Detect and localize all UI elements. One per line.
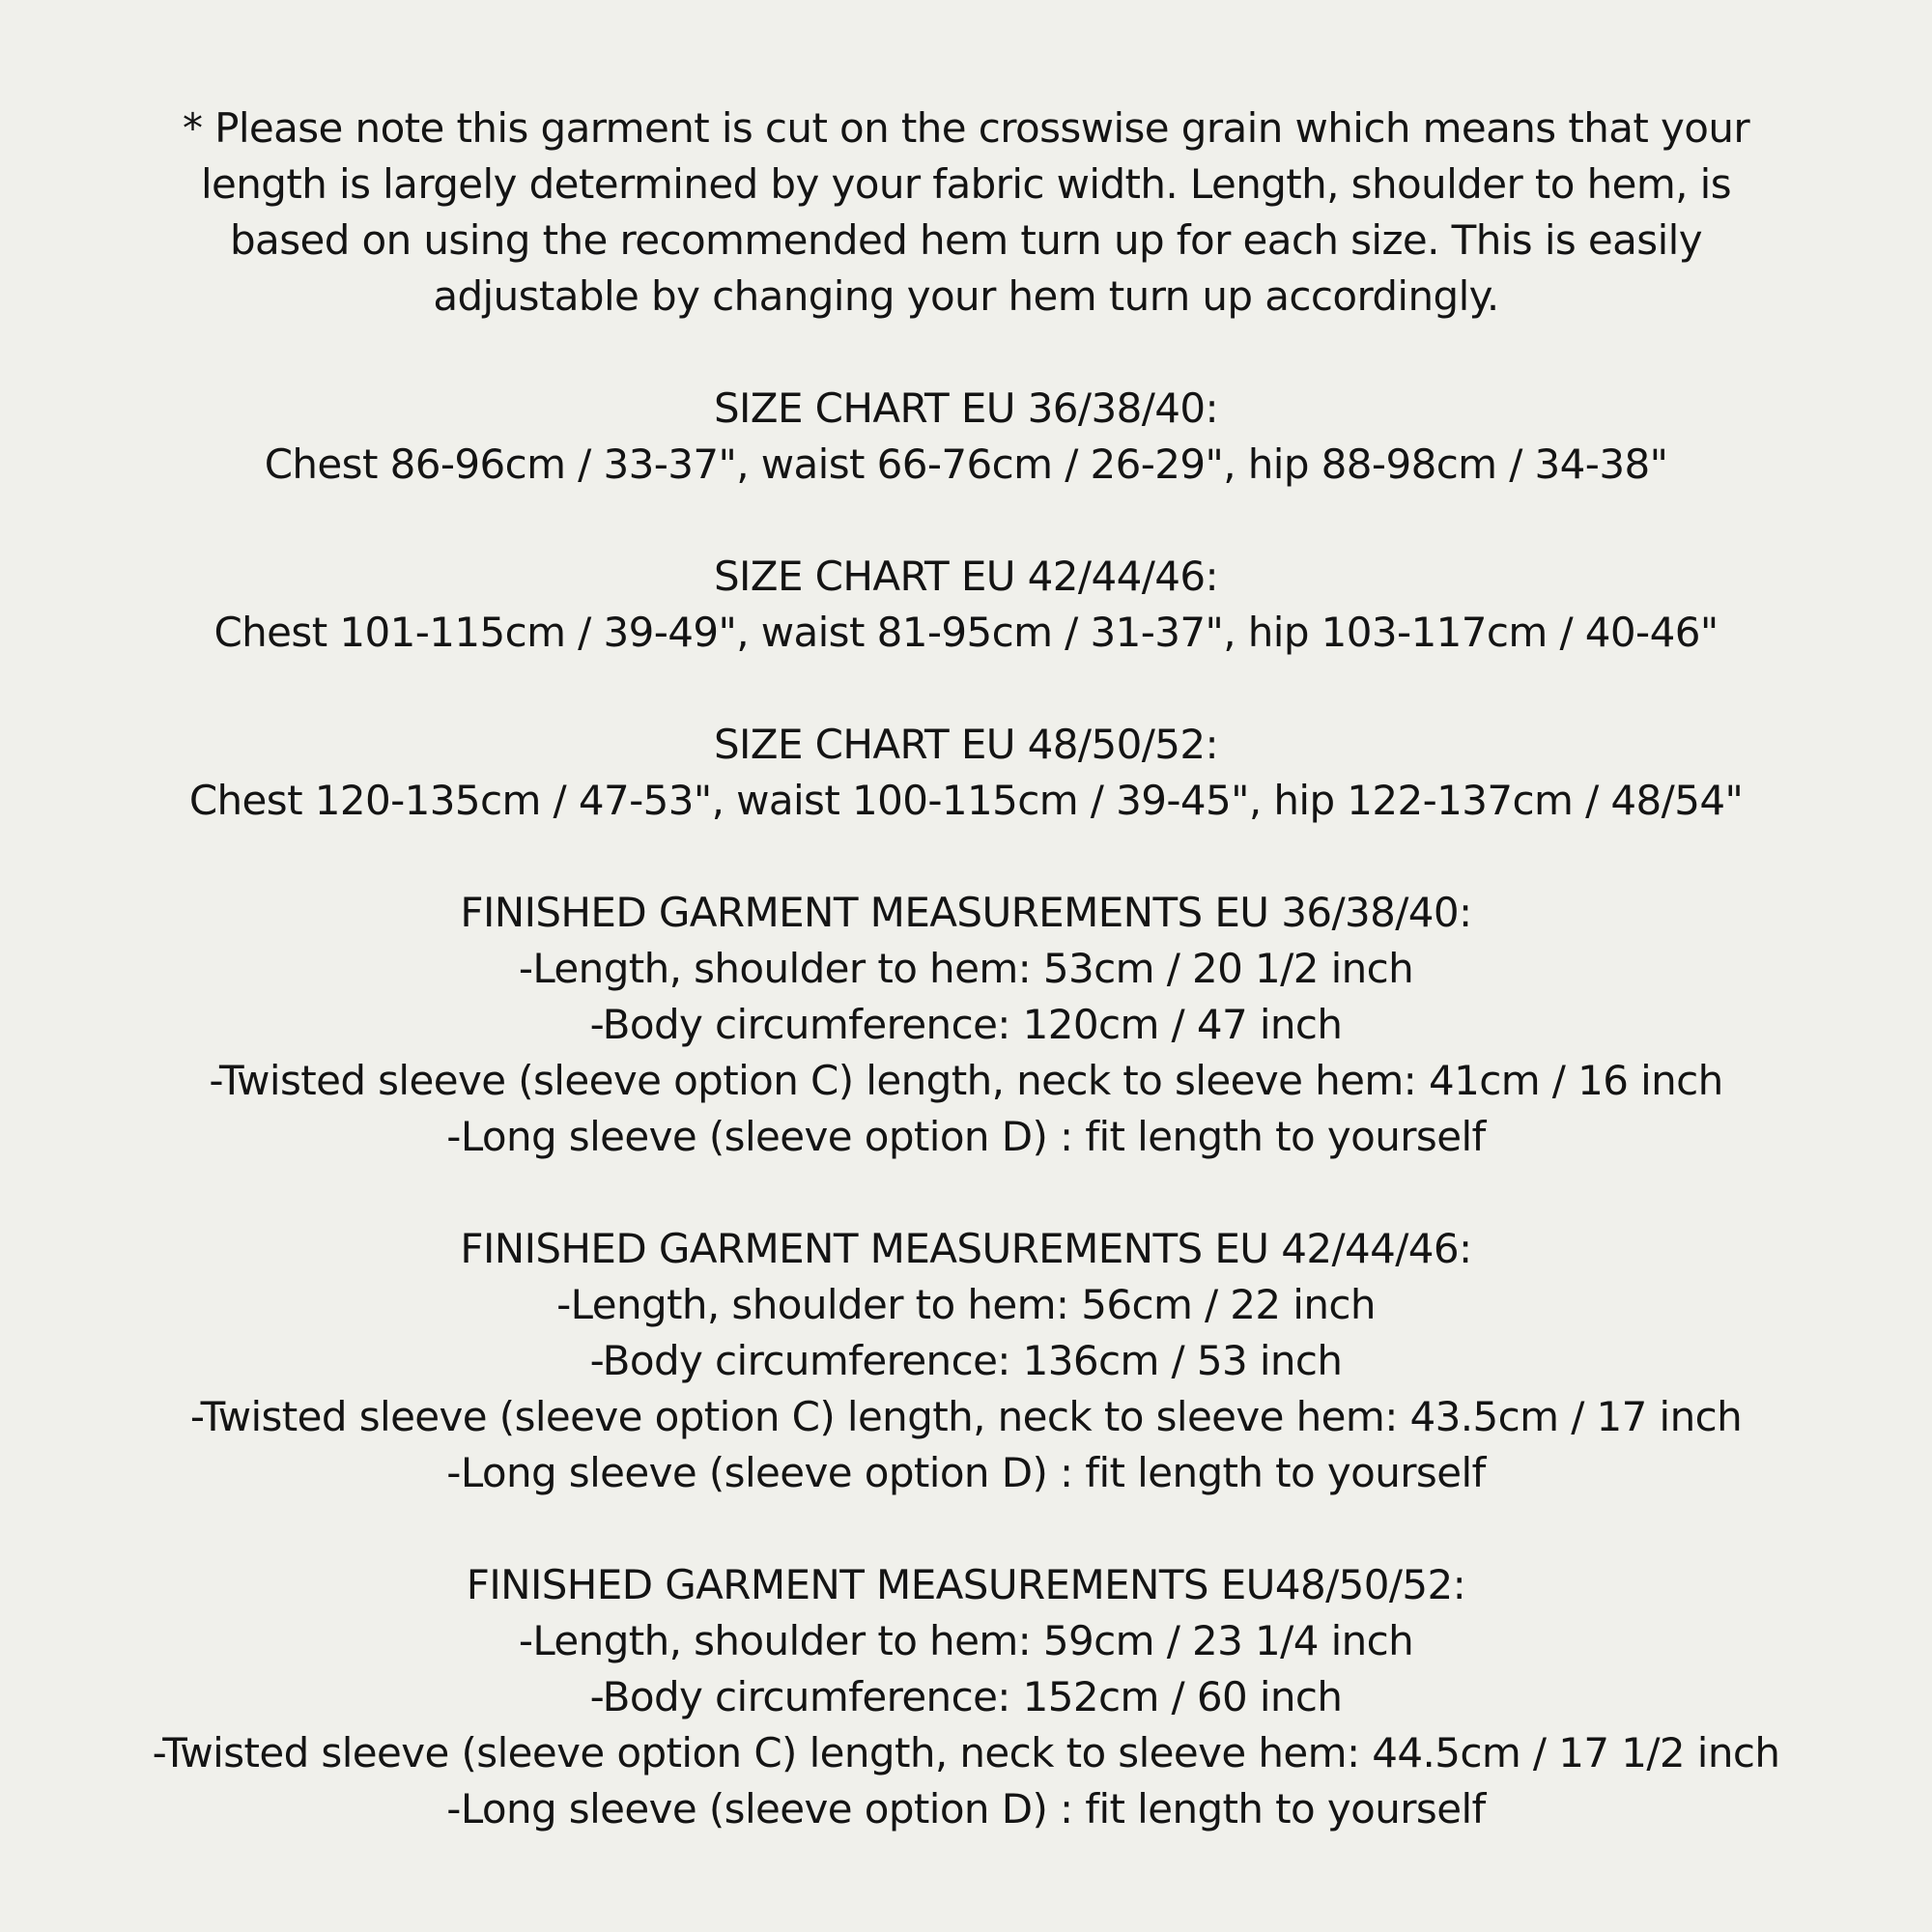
twisted-sleeve-measurement: -Twisted sleeve (sleeve option C) length, neck to sleeve hem: 41cm / 16 inch xyxy=(209,1057,1723,1104)
spacer xyxy=(0,661,1932,717)
size-chart-body-measurements: Chest 86-96cm / 33-37", waist 66-76cm / 26-29", hip 88-98cm / 34-38" xyxy=(264,440,1668,488)
size-chart-eu-48-50-52 xyxy=(0,717,1932,829)
spacer xyxy=(0,493,1932,549)
spacer xyxy=(0,829,1932,885)
finished-measurements-eu-48-50-52 xyxy=(0,1557,1932,1837)
finished-measurements-eu-36-38-40 xyxy=(0,885,1932,1165)
twisted-sleeve-measurement: -Twisted sleeve (sleeve option C) length, neck to sleeve hem: 44.5cm / 17 1/2 inch xyxy=(152,1729,1780,1776)
size-chart-heading: SIZE CHART EU 42/44/46: xyxy=(713,553,1219,600)
length-measurement: -Length, shoulder to hem: 59cm / 23 1/4 inch xyxy=(518,1617,1414,1664)
body-circumference-measurement: -Body circumference: 136cm / 53 inch xyxy=(589,1337,1343,1384)
finished-measurements-heading: FINISHED GARMENT MEASUREMENTS EU 42/44/46: xyxy=(460,1225,1472,1272)
spacer xyxy=(0,1165,1932,1221)
twisted-sleeve-measurement: -Twisted sleeve (sleeve option C) length, neck to sleeve hem: 43.5cm / 17 inch xyxy=(189,1393,1743,1440)
size-guide-document xyxy=(0,100,1932,1837)
size-chart-heading: SIZE CHART EU 48/50/52: xyxy=(713,721,1219,768)
spacer xyxy=(0,1501,1932,1557)
note-line: based on using the recommended hem turn up for each size. This is easily xyxy=(230,216,1702,264)
fabric-grain-note xyxy=(0,100,1932,325)
length-measurement: -Length, shoulder to hem: 56cm / 22 inch xyxy=(556,1281,1376,1328)
length-measurement: -Length, shoulder to hem: 53cm / 20 1/2 inch xyxy=(518,945,1414,992)
note-line: length is largely determined by your fabric width. Length, shoulder to hem, is xyxy=(200,160,1732,208)
size-chart-body-measurements: Chest 101-115cm / 39-49", waist 81-95cm / 31-37", hip 103-117cm / 40-46" xyxy=(213,609,1719,656)
finished-measurements-eu-42-44-46 xyxy=(0,1221,1932,1501)
size-chart-heading: SIZE CHART EU 36/38/40: xyxy=(713,384,1219,432)
size-chart-body-measurements: Chest 120-135cm / 47-53", waist 100-115cm / 39-45", hip 122-137cm / 48/54" xyxy=(188,777,1744,824)
body-circumference-measurement: -Body circumference: 120cm / 47 inch xyxy=(589,1001,1343,1048)
long-sleeve-note: -Long sleeve (sleeve option D) : fit length to yourself xyxy=(446,1785,1486,1833)
size-chart-eu-42-44-46 xyxy=(0,549,1932,661)
long-sleeve-note: -Long sleeve (sleeve option D) : fit length to yourself xyxy=(446,1113,1486,1160)
finished-measurements-heading: FINISHED GARMENT MEASUREMENTS EU48/50/52: xyxy=(466,1561,1466,1608)
note-line: adjustable by changing your hem turn up accordingly. xyxy=(433,272,1499,320)
body-circumference-measurement: -Body circumference: 152cm / 60 inch xyxy=(589,1673,1343,1720)
spacer xyxy=(0,325,1932,381)
long-sleeve-note: -Long sleeve (sleeve option D) : fit length to yourself xyxy=(446,1449,1486,1496)
note-line: * Please note this garment is cut on the crosswise grain which means that your xyxy=(182,104,1750,152)
size-chart-eu-36-38-40 xyxy=(0,381,1932,493)
finished-measurements-heading: FINISHED GARMENT MEASUREMENTS EU 36/38/40: xyxy=(460,889,1472,936)
